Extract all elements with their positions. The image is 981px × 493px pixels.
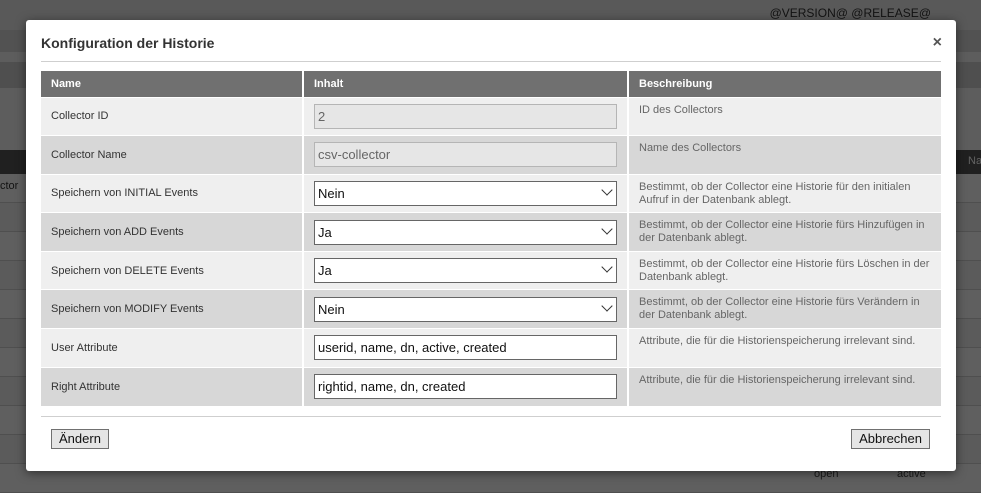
row-description: Attribute, die für die Historienspeicherung irrelevant sind. xyxy=(628,329,941,368)
add-events-select[interactable] xyxy=(314,220,617,245)
row-description: Name des Collectors xyxy=(628,136,941,175)
table-header-row xyxy=(41,71,941,97)
row-description: ID des Collectors xyxy=(628,97,941,136)
divider xyxy=(41,61,941,62)
row-content xyxy=(303,367,628,406)
change-button[interactable]: Ändern xyxy=(51,429,109,449)
select-value: Nein xyxy=(314,181,617,206)
row-content xyxy=(303,136,628,175)
select-value: Nein xyxy=(314,297,617,322)
initial-events-select[interactable] xyxy=(314,181,617,206)
row-description: Bestimmt, ob der Collector eine Historie für den initialen Aufruf in der Datenbank ablegt. xyxy=(628,174,941,213)
table-row xyxy=(41,97,941,136)
row-name: Right Attribute xyxy=(41,367,303,406)
row-description: Bestimmt, ob der Collector eine Historie fürs Verändern in der Datenbank ablegt. xyxy=(628,290,941,329)
row-content xyxy=(303,97,628,136)
cancel-button[interactable]: Abbrechen xyxy=(851,429,930,449)
select-value: Ja xyxy=(314,258,617,283)
row-name: Speichern von DELETE Events xyxy=(41,251,303,290)
row-name: Speichern von MODIFY Events xyxy=(41,290,303,329)
row-name: Speichern von ADD Events xyxy=(41,213,303,252)
column-header-content: Inhalt xyxy=(303,71,628,97)
table-row xyxy=(41,367,941,406)
table-row xyxy=(41,174,941,213)
collector-id-input[interactable] xyxy=(314,104,617,129)
column-header-description: Beschreibung xyxy=(628,71,941,97)
row-content xyxy=(303,329,628,368)
history-config-dialog xyxy=(26,20,956,471)
table-row xyxy=(41,251,941,290)
row-description: Attribute, die für die Historienspeicherung irrelevant sind. xyxy=(628,367,941,406)
select-value: Ja xyxy=(314,220,617,245)
modify-events-select[interactable] xyxy=(314,297,617,322)
row-content xyxy=(303,290,628,329)
user-attributes-input[interactable] xyxy=(314,335,617,360)
row-content xyxy=(303,174,628,213)
row-content xyxy=(303,251,628,290)
row-name: Speichern von INITIAL Events xyxy=(41,174,303,213)
table-row xyxy=(41,213,941,252)
row-name: Collector Name xyxy=(41,136,303,175)
divider xyxy=(41,416,941,417)
row-description: Bestimmt, ob der Collector eine Historie fürs Löschen in der Datenbank ablegt. xyxy=(628,251,941,290)
column-header-name: Name xyxy=(41,71,303,97)
table-row xyxy=(41,329,941,368)
right-attributes-input[interactable] xyxy=(314,374,617,399)
dialog-title: Konfiguration der Historie xyxy=(41,35,215,51)
config-table xyxy=(41,71,941,406)
row-name: Collector ID xyxy=(41,97,303,136)
table-row xyxy=(41,290,941,329)
row-content xyxy=(303,213,628,252)
row-description: Bestimmt, ob der Collector eine Historie fürs Hinzufügen in der Datenbank ablegt. xyxy=(628,213,941,252)
collector-name-input[interactable] xyxy=(314,142,617,167)
close-icon[interactable]: × xyxy=(932,34,942,51)
row-name: User Attribute xyxy=(41,329,303,368)
table-row xyxy=(41,136,941,175)
delete-events-select[interactable] xyxy=(314,258,617,283)
